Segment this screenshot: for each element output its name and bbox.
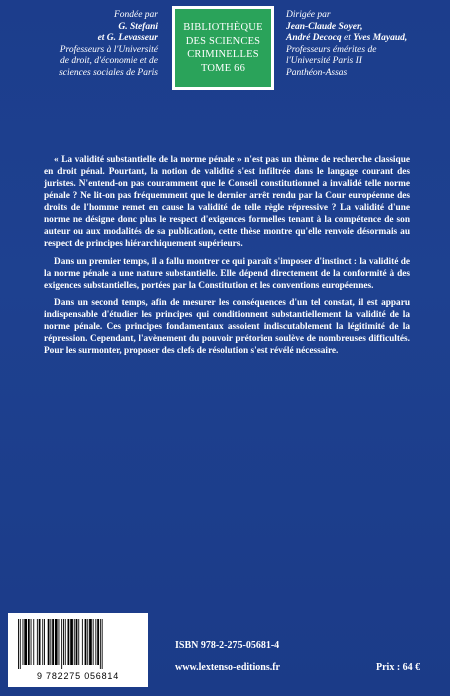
directors-description: l'Université Paris II [286,56,362,67]
founder-name: et G. Levasseur [97,33,158,44]
founded-by-label: Fondée par [113,10,158,20]
founders-description: Professeurs à l'Université [59,44,158,55]
director-name: Jean-Claude Soyer, [286,21,363,32]
directors-block [286,10,446,80]
conjunction: et [341,33,354,44]
barcode [8,613,148,687]
series-title-line: BIBLIOTHÈQUE [183,22,263,33]
summary-paragraph: « La validité substantielle de la norme pénale » n'est pas un thème de recherche classique en droit pénal. Pourtant, la notion de validité s'est infiltrée dans le langage courant des juristes. N'entend-on pas couramment que le Conseil constitutionnel a invalidé telle norme pénale ? Ne lit-on pas fréquemment que le dernier arrêt rendu par la Cour européenne des droits de l'homme remet en cause la validité de telle règle répressive ? La validité d'une norme ne désigne donc plus le respect d'exigences formelles tenant à la compétence de son auteur ou aux modalités de sa publication, cette thèse montre qu'elle renvoie désormais au respect de principes hiérarchiquement supérieurs. [44,155,410,249]
volume-number: TOME 66 [200,62,246,74]
summary-paragraph: Dans un second temps, afin de mesurer les conséquences d'un tel constat, il est apparu indispensable d'étudier les principes qui conditionnent substantiellement la validité de la norme pénale. Ces principes fondamentaux assoient indiscutablement la légitimité de la répression. Cependant, l'avènement du pouvoir prétorien soulève de nombreuses difficultés. Pour les surmonter, proposer des clefs de résolution s'est révélé nécessaire. [44,298,410,357]
summary-paragraph: Dans un premier temps, il a fallu montrer ce qui paraît s'imposer d'instinct : la validité de la norme pénale a une nature substantielle. Elle dépend directement de la conformité à des exigences substantielles, portées par la Constitution et les conventions européennes. [44,256,410,291]
founder-name: G. Stefani [118,21,158,32]
director-name: André Decocq [286,33,342,44]
directed-by-label: Dirigée par [286,10,331,20]
director-name: Yves Mayaud, [353,33,408,44]
directors-description: Panthéon-Assas [286,67,348,78]
isbn: ISBN 978-2-275-05681-4 [175,640,280,651]
founders-description: sciences sociales de Paris [59,67,158,78]
summary-text [44,155,410,364]
directors-description: Professeurs émérites de [286,44,377,55]
series-title-box [172,6,274,90]
series-title-line: CRIMINELLES [187,49,259,60]
series-title-line: DES SCIENCES [185,35,261,47]
founders-description: de droit, d'économie et de [60,56,158,67]
price: Prix : 64 € [376,662,421,673]
barcode-bars [16,619,140,669]
barcode-number: 9 782275 056814 [36,671,120,681]
founders-block [8,10,158,80]
director-names-line [286,33,446,45]
publisher-website: www.lextenso-editions.fr [175,662,280,673]
